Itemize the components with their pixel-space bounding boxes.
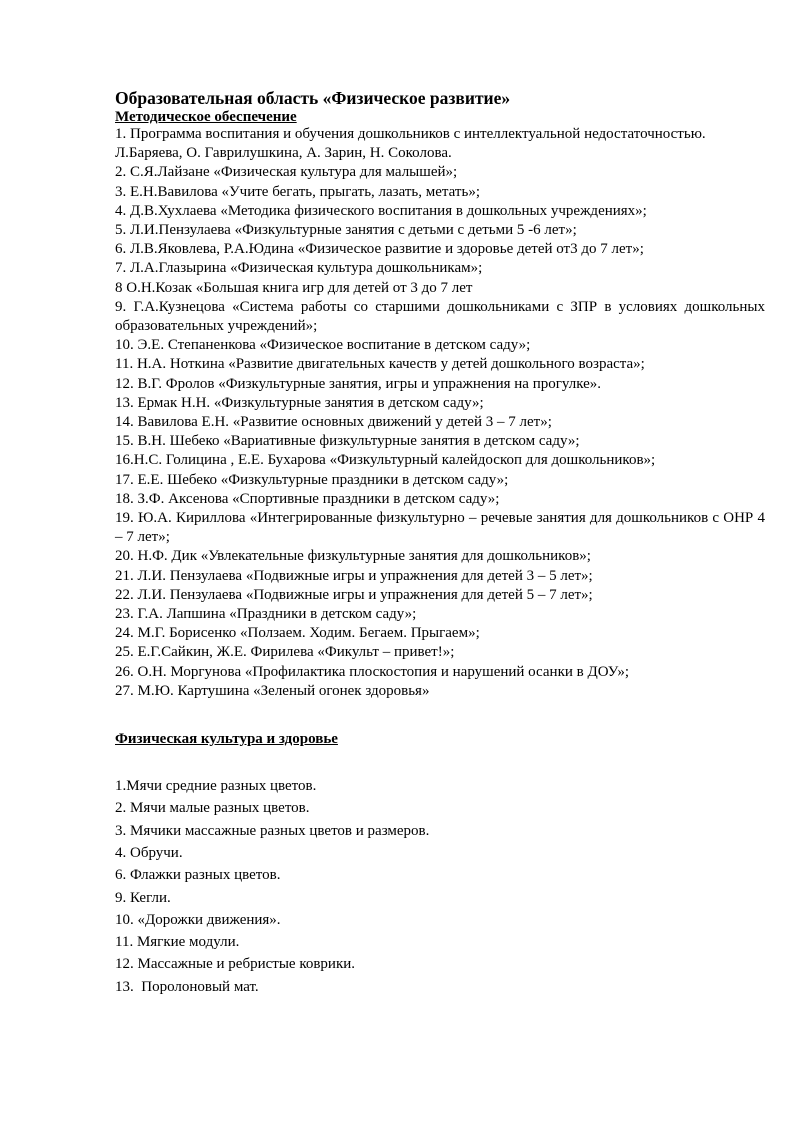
equipment-item: 3. Мячики массажные разных цветов и размеров.	[115, 822, 430, 839]
bibliography-item: 16.Н.С. Голицина , Е.Е. Бухарова «Физкультурный калейдоскоп для дошкольников»;	[115, 452, 656, 469]
equipment-item: 4. Обручи.	[115, 844, 183, 861]
bibliography-item: 17. Е.Е. Шебеко «Физкультурные праздники в детском саду»;	[115, 471, 509, 488]
document-page	[115, 87, 765, 998]
section-subtitle-methodology: Методическое обеспечение	[115, 109, 297, 125]
equipment-item: 9. Кегли.	[115, 889, 171, 906]
bibliography-item: 27. М.Ю. Картушина «Зеленый огонек здоровья»	[115, 682, 430, 699]
bibliography-item: 14. Вавилова Е.Н. «Развитие основных движений у детей 3 – 7 лет»;	[115, 414, 552, 431]
equipment-item: 13. Поролоновый мат.	[115, 978, 259, 995]
bibliography-item: 7. Л.А.Глазырина «Физическая культура дошкольникам»;	[115, 260, 483, 277]
section-title-equipment: Физическая культура и здоровье	[115, 731, 338, 748]
bibliography-item: 10. Э.Е. Степаненкова «Физическое воспитание в детском саду»;	[115, 337, 531, 354]
equipment-item: 1.Мячи средние разных цветов.	[115, 778, 317, 795]
bibliography-item: 23. Г.А. Лапшина «Праздники в детском саду»;	[115, 606, 417, 623]
bibliography-item: 22. Л.И. Пензулаева «Подвижные игры и упражнения для детей 5 – 7 лет»;	[115, 586, 593, 603]
bibliography-item: 18. З.Ф. Аксенова «Спортивные праздники в детском саду»;	[115, 490, 500, 507]
bibliography-item: 1. Программа воспитания и обучения дошкольников с интеллектуальной недостаточностью.	[115, 126, 706, 142]
bibliography-item: 9. Г.А.Кузнецова «Система работы со старшими дошкольниками с ЗПР в условиях дошкольных образовательных учреждений»;	[115, 298, 765, 335]
equipment-item: 10. «Дорожки движения».	[115, 911, 281, 928]
bibliography-item: 26. О.Н. Моргунова «Профилактика плоскостопия и нарушений осанки в ДОУ»;	[115, 663, 630, 680]
bibliography-item: 2. С.Я.Лайзане «Физическая культура для малышей»;	[115, 164, 458, 181]
bibliography-item: 19. Ю.А. Кириллова «Интегрированные физкультурно – речевые занятия для дошкольников с ОНР 4 – 7 лет»;	[115, 510, 765, 546]
bibliography-item: 8 О.Н.Козак «Большая книга игр для детей от 3 до 7 лет	[115, 279, 473, 296]
bibliography-item: 11. Н.А. Ноткина «Развитие двигательных качеств у детей дошкольного возраста»;	[115, 356, 645, 373]
bibliography-item: 4. Д.В.Хухлаева «Методика физического воспитания в дошкольных учреждениях»;	[115, 202, 647, 219]
equipment-item: 2. Мячи малые разных цветов.	[115, 800, 310, 817]
bibliography-item: 20. Н.Ф. Дик «Увлекательные физкультурные занятия для дошкольников»;	[115, 548, 591, 565]
bibliography-item: 3. Е.Н.Вавилова «Учите бегать, прыгать, лазать, метать»;	[115, 183, 480, 200]
bibliography-item: Л.Баряева, О. Гаврилушкина, А. Зарин, Н. Соколова.	[115, 145, 452, 162]
bibliography-item: 15. В.Н. Шебеко «Вариативные физкультурные занятия в детском саду»;	[115, 433, 580, 450]
bibliography-item: 6. Л.В.Яковлева, Р.А.Юдина «Физическое развитие и здоровье детей от3 до 7 лет»;	[115, 241, 644, 258]
bibliography-item: 24. М.Г. Борисенко «Ползаем. Ходим. Бегаем. Прыгаем»;	[115, 625, 480, 642]
equipment-list	[115, 775, 765, 998]
bibliography-item: 12. В.Г. Фролов «Физкультурные занятия, игры и упражнения на прогулке».	[115, 375, 602, 392]
bibliography-list	[115, 125, 765, 701]
bibliography-item: 21. Л.И. Пензулаева «Подвижные игры и упражнения для детей 3 – 5 лет»;	[115, 567, 593, 584]
equipment-item: 11. Мягкие модули.	[115, 934, 240, 951]
bibliography-item: 5. Л.И.Пензулаева «Физкультурные занятия с детьми с детьми 5 -6 лет»;	[115, 222, 577, 239]
bibliography-item: 25. Е.Г.Сайкин, Ж.Е. Фирилева «Фикульт – привет!»;	[115, 644, 455, 661]
equipment-item: 6. Флажки разных цветов.	[115, 867, 281, 884]
page-title: Образовательная область «Физическое развитие»	[115, 88, 511, 108]
bibliography-item: 13. Ермак Н.Н. «Физкультурные занятия в детском саду»;	[115, 394, 484, 411]
equipment-item: 12. Массажные и ребристые коврики.	[115, 956, 356, 973]
